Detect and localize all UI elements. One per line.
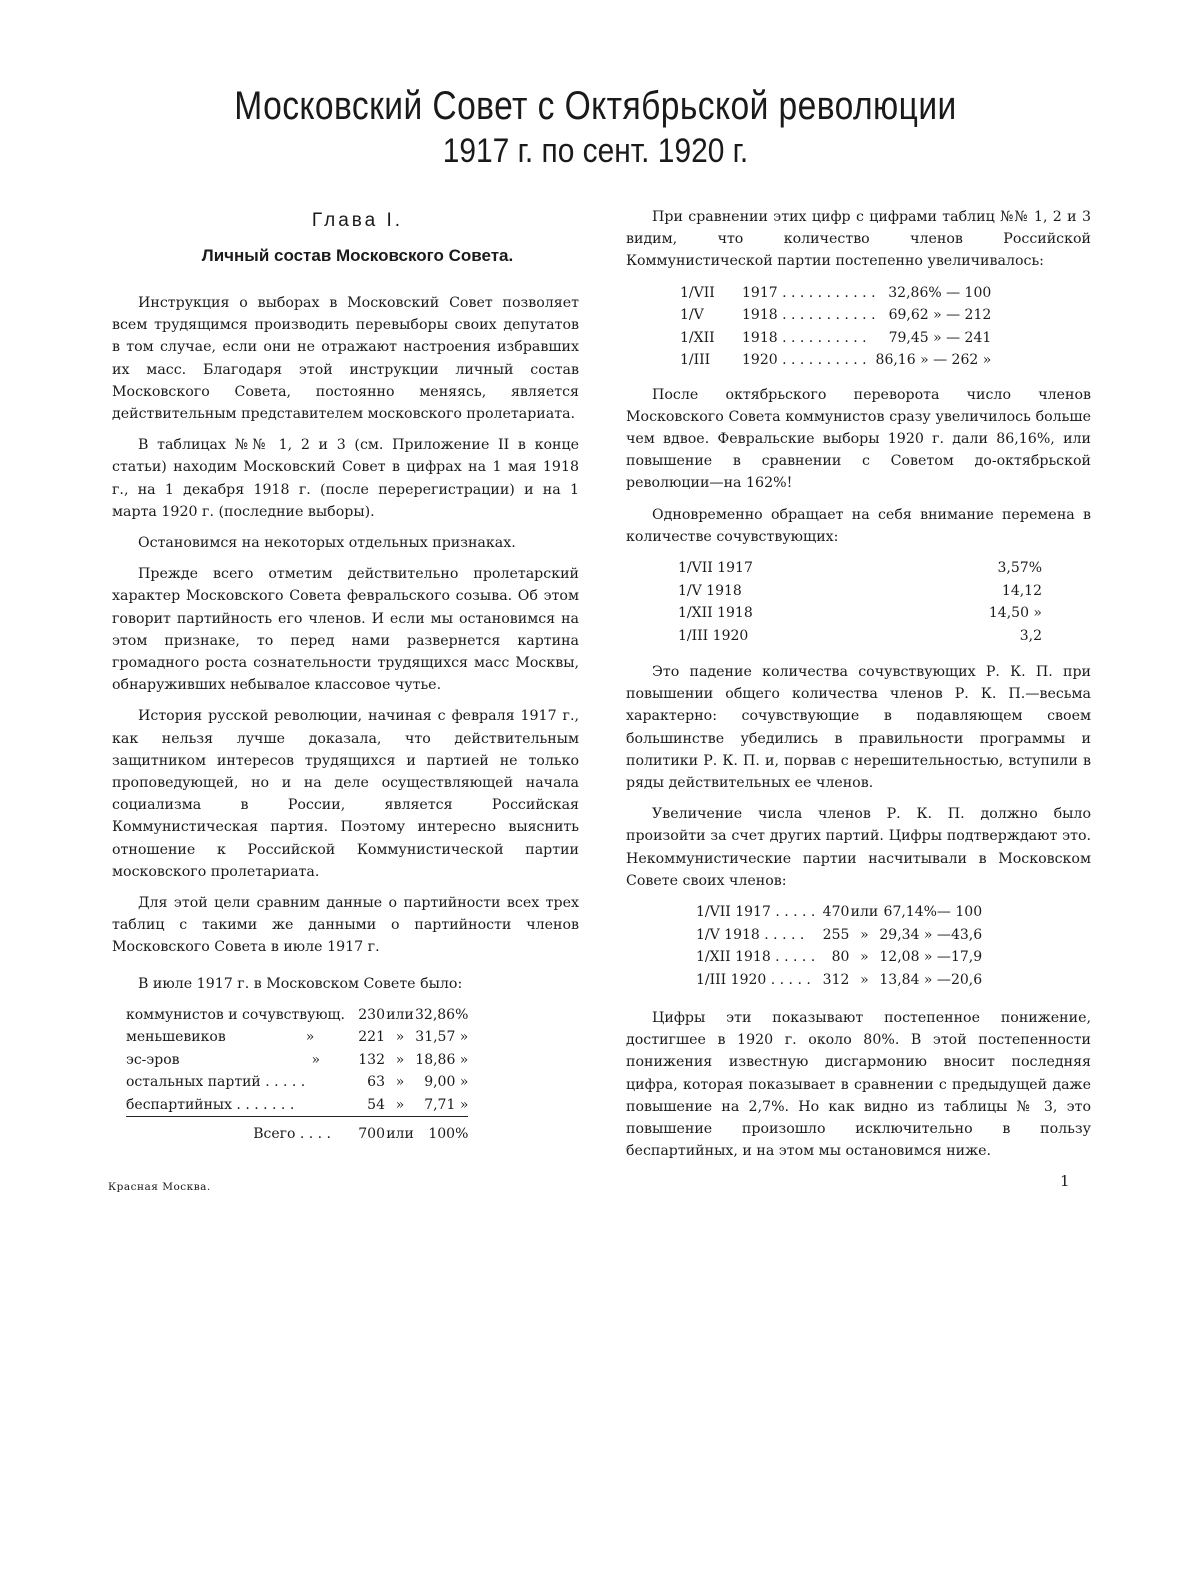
table-cell: 230: [358, 1006, 385, 1023]
table-cell: [126, 1049, 345, 1072]
table-cell: 1/V 1918: [678, 582, 742, 599]
page-title: Московский Совет с Октябрьской революции: [234, 84, 957, 128]
table-row: [696, 946, 982, 969]
table-row: [696, 924, 982, 947]
table-cell: или: [386, 1006, 414, 1023]
table-row: [678, 557, 1068, 580]
table-cell: 255: [822, 926, 850, 943]
table-cell: 1/XII 1918 . . . . .: [696, 949, 816, 966]
table-cell: или: [850, 904, 879, 921]
page-subtitle: 1917 г. по сент. 1920 г.: [442, 132, 749, 170]
table-row: [680, 349, 991, 372]
table-cell: остальных партий . . . . .: [126, 1074, 306, 1091]
table-cell: »: [860, 971, 869, 988]
table-cell: 470: [822, 904, 850, 921]
table-cell: 54: [367, 1096, 385, 1113]
table-row: [680, 282, 991, 305]
table-cell: 63: [367, 1074, 385, 1091]
table-cell: »: [860, 949, 869, 966]
table-cell: 43,6: [950, 926, 983, 943]
table-cell: 1/VII 1917 . . . . .: [696, 904, 816, 921]
table-cell: 32,86% — 100: [888, 284, 992, 301]
table-cell: 1/XII: [680, 329, 715, 346]
table-cell-ditto: »: [305, 1029, 315, 1046]
table-cell: 700: [345, 1117, 385, 1146]
non-communist-table: [696, 901, 982, 991]
table-row: [678, 580, 1068, 603]
table-cell: 1/V 1918 . . . . .: [696, 926, 805, 943]
table-cell: »: [395, 1074, 405, 1091]
paragraph: Инструкция о выборах в Московский Совет позволяет всем трудящимся производить перевыборы своих депутатов в том случае, если они не отражают настроения избравших их масс. Благодаря этой инструкции личный состав Московского Совета, постоянно меняясь, является действительным представителем московского пролетариата.: [112, 295, 579, 423]
rkp-growth-table: [680, 282, 991, 372]
table-cell: 312: [822, 971, 850, 988]
table-cell: 18,86 »: [415, 1051, 469, 1068]
paragraph: История русской революции, начиная с февраля 1917 г., как нельзя лучше доказала, что действительным защитником интересов трудящихся и партией не только проповедующей, но и на деле осуществляющей начала социализма в России, является Российская Коммунистическая партия. Поэтому интересно выяснить отношение к Российской Коммунистической партии московского пролетариата.: [112, 708, 579, 880]
paragraph: После октябрьского переворота число членов Московского Совета коммунистов сразу увеличилось больше чем вдвое. Февральские выборы 1920 г. дали 86,16%, или повышение в сравнении с Советом до-октябрьской революции—на 162%!: [626, 386, 1091, 492]
table-cell: 1917 . . . . . . . . . . .: [742, 284, 876, 301]
table-cell: 32,86%: [415, 1006, 469, 1023]
table-cell: »: [860, 926, 869, 943]
table-cell: »: [395, 1029, 405, 1046]
publication-footer: Красная Москва.: [108, 1181, 211, 1193]
table-cell: [126, 1026, 345, 1049]
table-cell: 1/III 1920: [678, 627, 749, 644]
table-cell-ditto: »: [311, 1051, 321, 1068]
table-total-row: [126, 1117, 468, 1146]
paragraph: Это падение количества сочувствующих Р. К. П. при повышении общего количества членов Р. К. П.—весьма характерно: сочувствующие в подавляющем своем большинстве убедились в правильности программы и политики Р. К. П. и, порвав с нерешительностью, вступили в ряды действительных ее членов.: [626, 664, 1091, 792]
table-cell: или: [385, 1117, 415, 1146]
table-cell: 31,57 »: [415, 1029, 469, 1046]
table-cell: 79,45 » — 241: [888, 329, 992, 346]
table-cell: 9,00 »: [424, 1074, 469, 1091]
table-cell: 12,08 » —: [879, 949, 951, 966]
table-cell: 221: [358, 1029, 385, 1046]
chapter-heading: Глава I.: [311, 210, 404, 231]
table-cell: 132: [358, 1051, 385, 1068]
table-cell-label: эс-эров: [126, 1051, 180, 1068]
table-cell: 13,84 » —: [879, 971, 951, 988]
table-cell: 1918 . . . . . . . . . .: [742, 329, 867, 346]
table-cell: 69,62 » — 212: [888, 307, 992, 324]
table-cell: 1918 . . . . . . . . . . .: [742, 307, 876, 324]
paragraph: Прежде всего отметим действительно пролетарский характер Московского Совета февральского созыва. Об этом говорит партийность его членов. И если мы остановимся на этом признаке, то перед нами развернется картина громадного роста сознательности трудящихся масс Москвы, обнаруживших небывалое классовое чутье.: [112, 566, 579, 694]
table-row: [678, 602, 1068, 625]
paragraph: Увеличение числа членов Р. К. П. должно было произойти за счет других партий. Цифры подтверждают это. Некоммунистические партии насчитывали в Московском Совете своих членов:: [626, 806, 1091, 889]
paragraph: В таблицах №№ 1, 2 и 3 (см. Приложение II в конце статьи) находим Московский Совет в цифрах на 1 мая 1918 г., на 1 декабря 1918 г. (после перерегистрации) и на 1 марта 1920 г. (последние выборы).: [112, 437, 579, 520]
table-cell: 86,16 » — 262 »: [875, 352, 992, 369]
table-cell: 1920 . . . . . . . . . .: [742, 352, 867, 369]
table-cell: »: [395, 1051, 405, 1068]
table-cell: 80: [831, 949, 850, 966]
table-row: [680, 327, 991, 350]
table-cell: 29,34 » —: [879, 926, 951, 943]
table-row: [696, 969, 982, 992]
table-cell: 7,71 »: [424, 1096, 469, 1113]
sympathizers-table: [678, 557, 1068, 647]
july-1917-table: [126, 1004, 468, 1146]
table-cell: 1/XII 1918: [678, 605, 753, 622]
table-row: [696, 901, 982, 924]
table-cell: 3,57%: [997, 560, 1042, 577]
table-cell: 1/III 1920 . . . . .: [696, 971, 811, 988]
table-cell: коммунистов и сочувствующ.: [126, 1006, 345, 1023]
table-cell: 67,14%—: [883, 904, 951, 921]
table-row: [126, 1026, 468, 1049]
table-cell: 1/VII 1917: [678, 560, 753, 577]
table-row: [126, 1049, 468, 1072]
paragraph: Одновременно обращает на себя внимание перемена в количестве сочувствующих:: [626, 506, 1091, 545]
right-column: [626, 206, 1091, 1171]
table-cell: 100: [955, 904, 983, 921]
chapter-subheading: Личный состав Московского Совета.: [201, 246, 514, 265]
left-column: [112, 210, 579, 1146]
paragraph: В июле 1917 г. в Московском Совете было:: [138, 975, 463, 992]
paragraph: При сравнении этих цифр с цифрами таблиц №№ 1, 2 и 3 видим, что количество членов Российской Коммунистической партии постепенно увеличивалось:: [626, 209, 1091, 270]
paragraph: Остановимся на некоторых отдельных признаках.: [138, 535, 516, 552]
table-cell: Всего . . . .: [126, 1117, 345, 1146]
table-row: [126, 1094, 468, 1117]
paragraph: Для этой цели сравним данные о партийности всех трех таблиц с такими же данными о партийности членов Московского Совета в июле 1917 г.: [112, 895, 579, 956]
table-cell: 17,9: [950, 949, 983, 966]
page-number: 1: [1060, 1172, 1070, 1190]
table-cell: 1/III: [680, 352, 711, 369]
table-cell: 3,2: [1019, 627, 1042, 644]
table-cell-label: меньшевиков: [126, 1029, 226, 1046]
table-cell: 1/VII: [680, 284, 715, 301]
table-cell: 14,50 »: [988, 605, 1042, 622]
table-row: [678, 625, 1068, 648]
table-cell: 14,12: [1001, 582, 1042, 599]
table-cell: беспартийных . . . . . . .: [126, 1096, 295, 1113]
table-cell: 100%: [415, 1117, 468, 1146]
table-cell: »: [395, 1096, 405, 1113]
table-row: [680, 304, 991, 327]
paragraph: Цифры эти показывают постепенное понижение, достигшее в 1920 г. около 80%. В этой постепенности понижения известную дисгармонию вносит последняя цифра, которая показывает в сравнении с предыдущей даже повышение на 2,7%. Но как видно из таблицы № 3, это повышение произошло исключительно в пользу беспартийных, и на этом мы остановимся ниже.: [626, 1010, 1091, 1160]
table-cell: 20,6: [950, 971, 983, 988]
table-row: [126, 1071, 468, 1094]
table-cell: 1/V: [680, 307, 704, 324]
table-row: [126, 1004, 468, 1027]
